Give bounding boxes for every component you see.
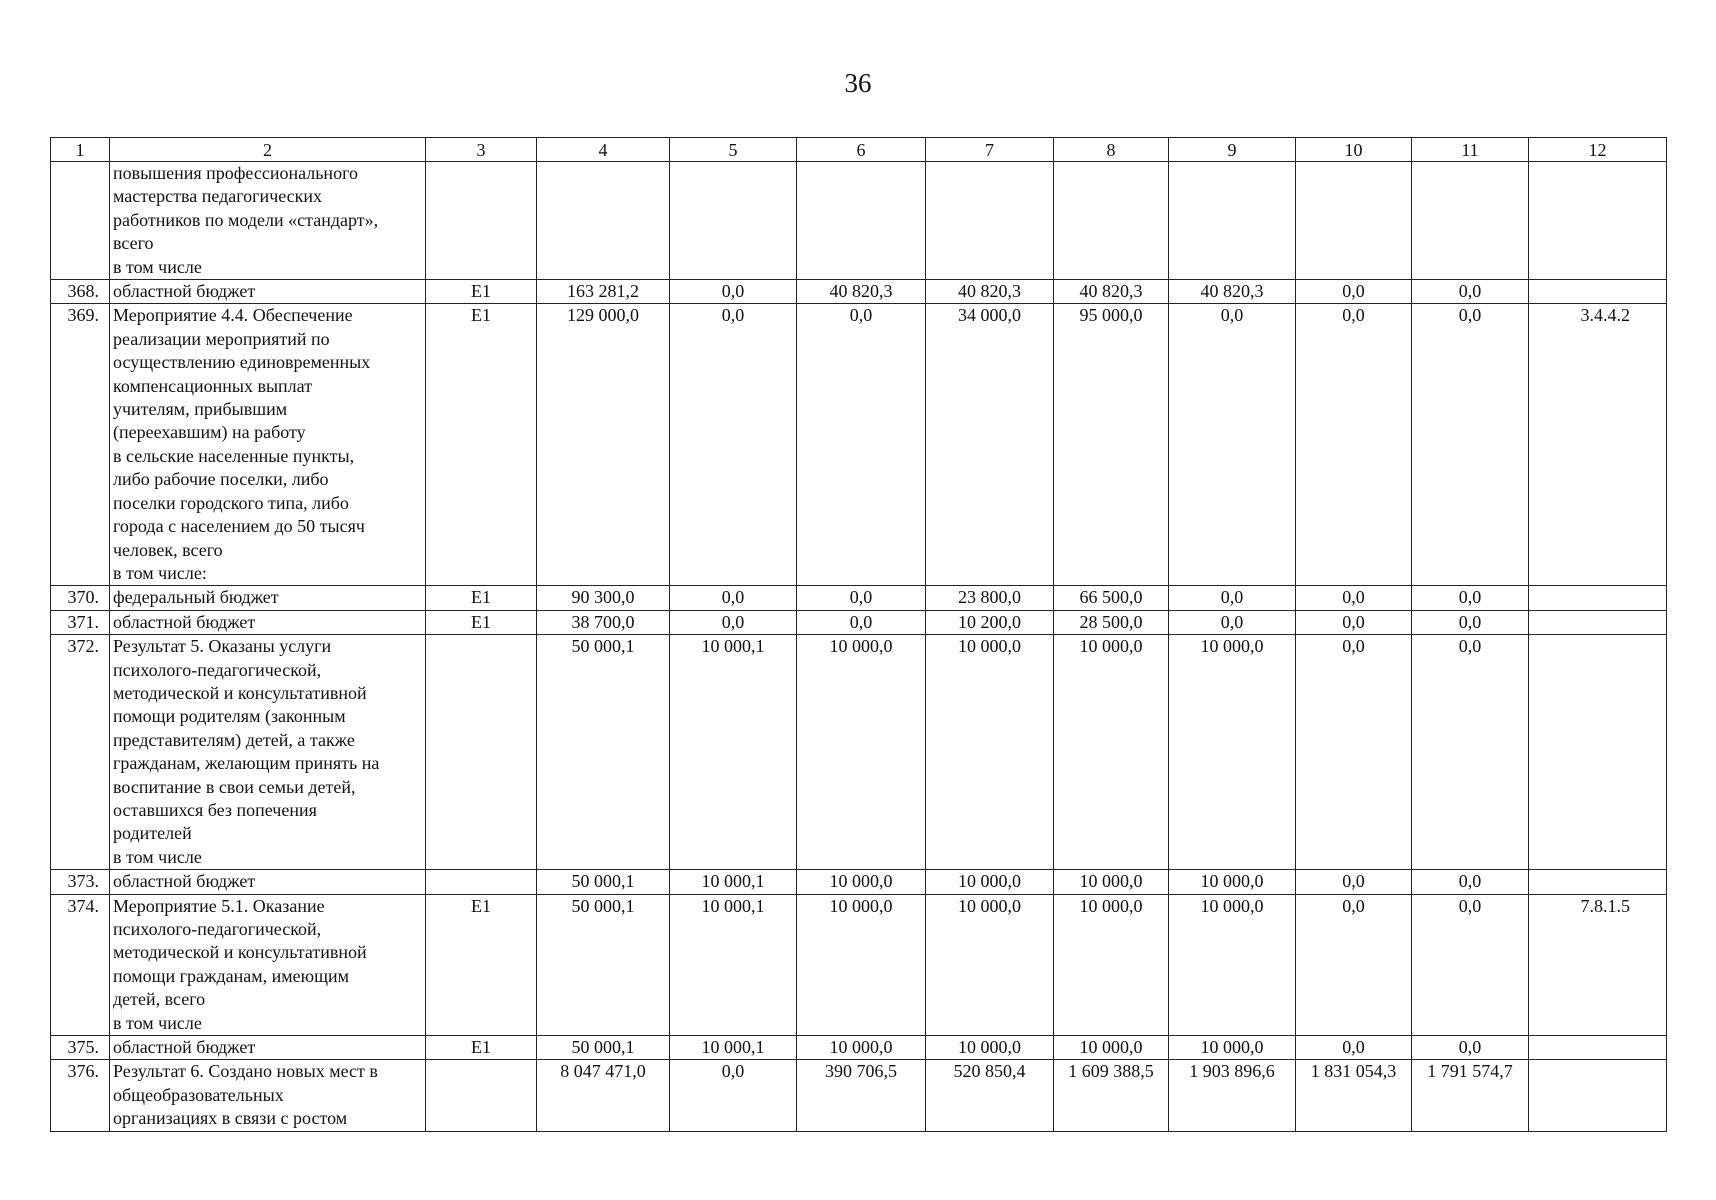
value-col-10: [1296, 162, 1412, 280]
value-col-6: 0,0: [797, 304, 926, 586]
row-number: 369.: [51, 304, 110, 586]
value-col-11: 0,0: [1412, 894, 1529, 1035]
value-col-5: 10 000,1: [670, 635, 797, 870]
value-col-7: 23 800,0: [926, 586, 1054, 610]
row-reference: [1529, 1036, 1667, 1060]
table-row: [51, 162, 1667, 280]
value-col-7: 10 000,0: [926, 894, 1054, 1035]
value-col-10: 0,0: [1296, 1036, 1412, 1060]
row-reference: 7.8.1.5: [1529, 894, 1667, 1035]
row-number: 374.: [51, 894, 110, 1035]
column-header: 11: [1412, 138, 1529, 162]
value-col-4: [537, 162, 670, 280]
value-col-6: 0,0: [797, 586, 926, 610]
table-row: [51, 894, 1667, 1035]
value-col-8: 28 500,0: [1054, 610, 1169, 634]
table-row: [51, 586, 1667, 610]
value-col-7: 10 000,0: [926, 1036, 1054, 1060]
row-code: [426, 1060, 537, 1131]
value-col-8: 10 000,0: [1054, 635, 1169, 870]
value-col-7: 10 000,0: [926, 870, 1054, 894]
column-header: 8: [1054, 138, 1169, 162]
value-col-11: 0,0: [1412, 870, 1529, 894]
value-col-8: 10 000,0: [1054, 870, 1169, 894]
value-col-11: 0,0: [1412, 586, 1529, 610]
row-description: областной бюджет: [110, 870, 426, 894]
value-col-6: 10 000,0: [797, 870, 926, 894]
table-row: [51, 304, 1667, 586]
row-number: 376.: [51, 1060, 110, 1131]
value-col-9: 1 903 896,6: [1169, 1060, 1296, 1131]
row-description: федеральный бюджет: [110, 586, 426, 610]
value-col-5: 0,0: [670, 280, 797, 304]
value-col-10: 0,0: [1296, 304, 1412, 586]
value-col-4: 38 700,0: [537, 610, 670, 634]
value-col-7: 520 850,4: [926, 1060, 1054, 1131]
column-header: 7: [926, 138, 1054, 162]
value-col-9: 0,0: [1169, 610, 1296, 634]
row-description: Результат 6. Создано новых мест в общеобразовательных организациях в связи с ростом: [110, 1060, 426, 1131]
value-col-10: 0,0: [1296, 610, 1412, 634]
row-number: 373.: [51, 870, 110, 894]
column-header: 1: [51, 138, 110, 162]
budget-table: [50, 137, 1667, 1132]
value-col-4: 50 000,1: [537, 635, 670, 870]
row-description: Мероприятие 4.4. Обеспечение реализации мероприятий по осуществлению единовременных компенсационных выплат учителям, прибывшим (переехавшим) на работу в сельские населенные пункты, либо рабочие поселки, либо поселки городского типа, либо города с населением до 50 тысяч человек, всего в том числе:: [110, 304, 426, 586]
row-code: [426, 870, 537, 894]
row-reference: 3.4.4.2: [1529, 304, 1667, 586]
row-number: 368.: [51, 280, 110, 304]
table-row: [51, 1036, 1667, 1060]
row-reference: [1529, 586, 1667, 610]
row-description: областной бюджет: [110, 1036, 426, 1060]
value-col-7: 10 000,0: [926, 635, 1054, 870]
value-col-5: 10 000,1: [670, 1036, 797, 1060]
row-code: E1: [426, 280, 537, 304]
row-description: областной бюджет: [110, 280, 426, 304]
row-number: 375.: [51, 1036, 110, 1060]
column-header: 10: [1296, 138, 1412, 162]
row-reference: [1529, 610, 1667, 634]
value-col-4: 163 281,2: [537, 280, 670, 304]
column-header: 9: [1169, 138, 1296, 162]
row-code: E1: [426, 1036, 537, 1060]
value-col-11: 0,0: [1412, 304, 1529, 586]
row-code: E1: [426, 304, 537, 586]
value-col-8: 66 500,0: [1054, 586, 1169, 610]
value-col-11: 0,0: [1412, 1036, 1529, 1060]
row-number: [51, 162, 110, 280]
value-col-11: [1412, 162, 1529, 280]
row-number: 371.: [51, 610, 110, 634]
table-row: [51, 870, 1667, 894]
value-col-11: 0,0: [1412, 610, 1529, 634]
value-col-10: 0,0: [1296, 894, 1412, 1035]
value-col-8: 10 000,0: [1054, 1036, 1169, 1060]
value-col-6: 40 820,3: [797, 280, 926, 304]
value-col-5: 0,0: [670, 304, 797, 586]
column-header: 12: [1529, 138, 1667, 162]
table-row: [51, 1060, 1667, 1131]
value-col-5: 10 000,1: [670, 894, 797, 1035]
page-number: 36: [844, 68, 872, 98]
value-col-9: 10 000,0: [1169, 1036, 1296, 1060]
row-description: Мероприятие 5.1. Оказание психолого-педагогической, методической и консультативной помощи гражданам, имеющим детей, всего в том числе: [110, 894, 426, 1035]
column-header: 5: [670, 138, 797, 162]
value-col-9: [1169, 162, 1296, 280]
value-col-6: [797, 162, 926, 280]
row-description: повышения профессионального мастерства педагогических работников по модели «стандарт», всего в том числе: [110, 162, 426, 280]
value-col-7: 40 820,3: [926, 280, 1054, 304]
value-col-6: 10 000,0: [797, 894, 926, 1035]
column-header: 2: [110, 138, 426, 162]
row-code: E1: [426, 586, 537, 610]
row-reference: [1529, 635, 1667, 870]
value-col-6: 390 706,5: [797, 1060, 926, 1131]
row-number: 370.: [51, 586, 110, 610]
value-col-5: 10 000,1: [670, 870, 797, 894]
row-reference: [1529, 280, 1667, 304]
value-col-7: [926, 162, 1054, 280]
row-description: Результат 5. Оказаны услуги психолого-педагогической, методической и консультативной помощи родителям (законным представителям) детей, а также гражданам, желающим принять на воспитание в свои семьи детей, оставшихся без попечения родителей в том числе: [110, 635, 426, 870]
value-col-4: 50 000,1: [537, 894, 670, 1035]
value-col-8: 1 609 388,5: [1054, 1060, 1169, 1131]
value-col-10: 1 831 054,3: [1296, 1060, 1412, 1131]
value-col-9: 10 000,0: [1169, 635, 1296, 870]
value-col-6: 10 000,0: [797, 635, 926, 870]
row-code: [426, 162, 537, 280]
column-header: 3: [426, 138, 537, 162]
value-col-11: 0,0: [1412, 280, 1529, 304]
row-description: областной бюджет: [110, 610, 426, 634]
value-col-6: 10 000,0: [797, 1036, 926, 1060]
column-header: 4: [537, 138, 670, 162]
value-col-8: [1054, 162, 1169, 280]
header-row: [51, 138, 1667, 162]
value-col-11: 1 791 574,7: [1412, 1060, 1529, 1131]
value-col-7: 34 000,0: [926, 304, 1054, 586]
value-col-4: 90 300,0: [537, 586, 670, 610]
row-code: E1: [426, 894, 537, 1035]
value-col-9: 10 000,0: [1169, 894, 1296, 1035]
table-row: [51, 635, 1667, 870]
value-col-4: 50 000,1: [537, 1036, 670, 1060]
value-col-9: 40 820,3: [1169, 280, 1296, 304]
value-col-6: 0,0: [797, 610, 926, 634]
value-col-8: 40 820,3: [1054, 280, 1169, 304]
value-col-11: 0,0: [1412, 635, 1529, 870]
row-reference: [1529, 870, 1667, 894]
value-col-5: [670, 162, 797, 280]
value-col-9: 10 000,0: [1169, 870, 1296, 894]
value-col-4: 50 000,1: [537, 870, 670, 894]
value-col-9: 0,0: [1169, 304, 1296, 586]
value-col-4: 8 047 471,0: [537, 1060, 670, 1131]
row-reference: [1529, 162, 1667, 280]
column-header: 6: [797, 138, 926, 162]
row-code: [426, 635, 537, 870]
row-code: E1: [426, 610, 537, 634]
value-col-10: 0,0: [1296, 870, 1412, 894]
value-col-10: 0,0: [1296, 280, 1412, 304]
value-col-10: 0,0: [1296, 635, 1412, 870]
value-col-5: 0,0: [670, 586, 797, 610]
value-col-8: 95 000,0: [1054, 304, 1169, 586]
table-row: [51, 610, 1667, 634]
value-col-5: 0,0: [670, 1060, 797, 1131]
value-col-7: 10 200,0: [926, 610, 1054, 634]
value-col-5: 0,0: [670, 610, 797, 634]
table-row: [51, 280, 1667, 304]
row-reference: [1529, 1060, 1667, 1131]
value-col-8: 10 000,0: [1054, 894, 1169, 1035]
row-number: 372.: [51, 635, 110, 870]
value-col-9: 0,0: [1169, 586, 1296, 610]
value-col-10: 0,0: [1296, 586, 1412, 610]
value-col-4: 129 000,0: [537, 304, 670, 586]
